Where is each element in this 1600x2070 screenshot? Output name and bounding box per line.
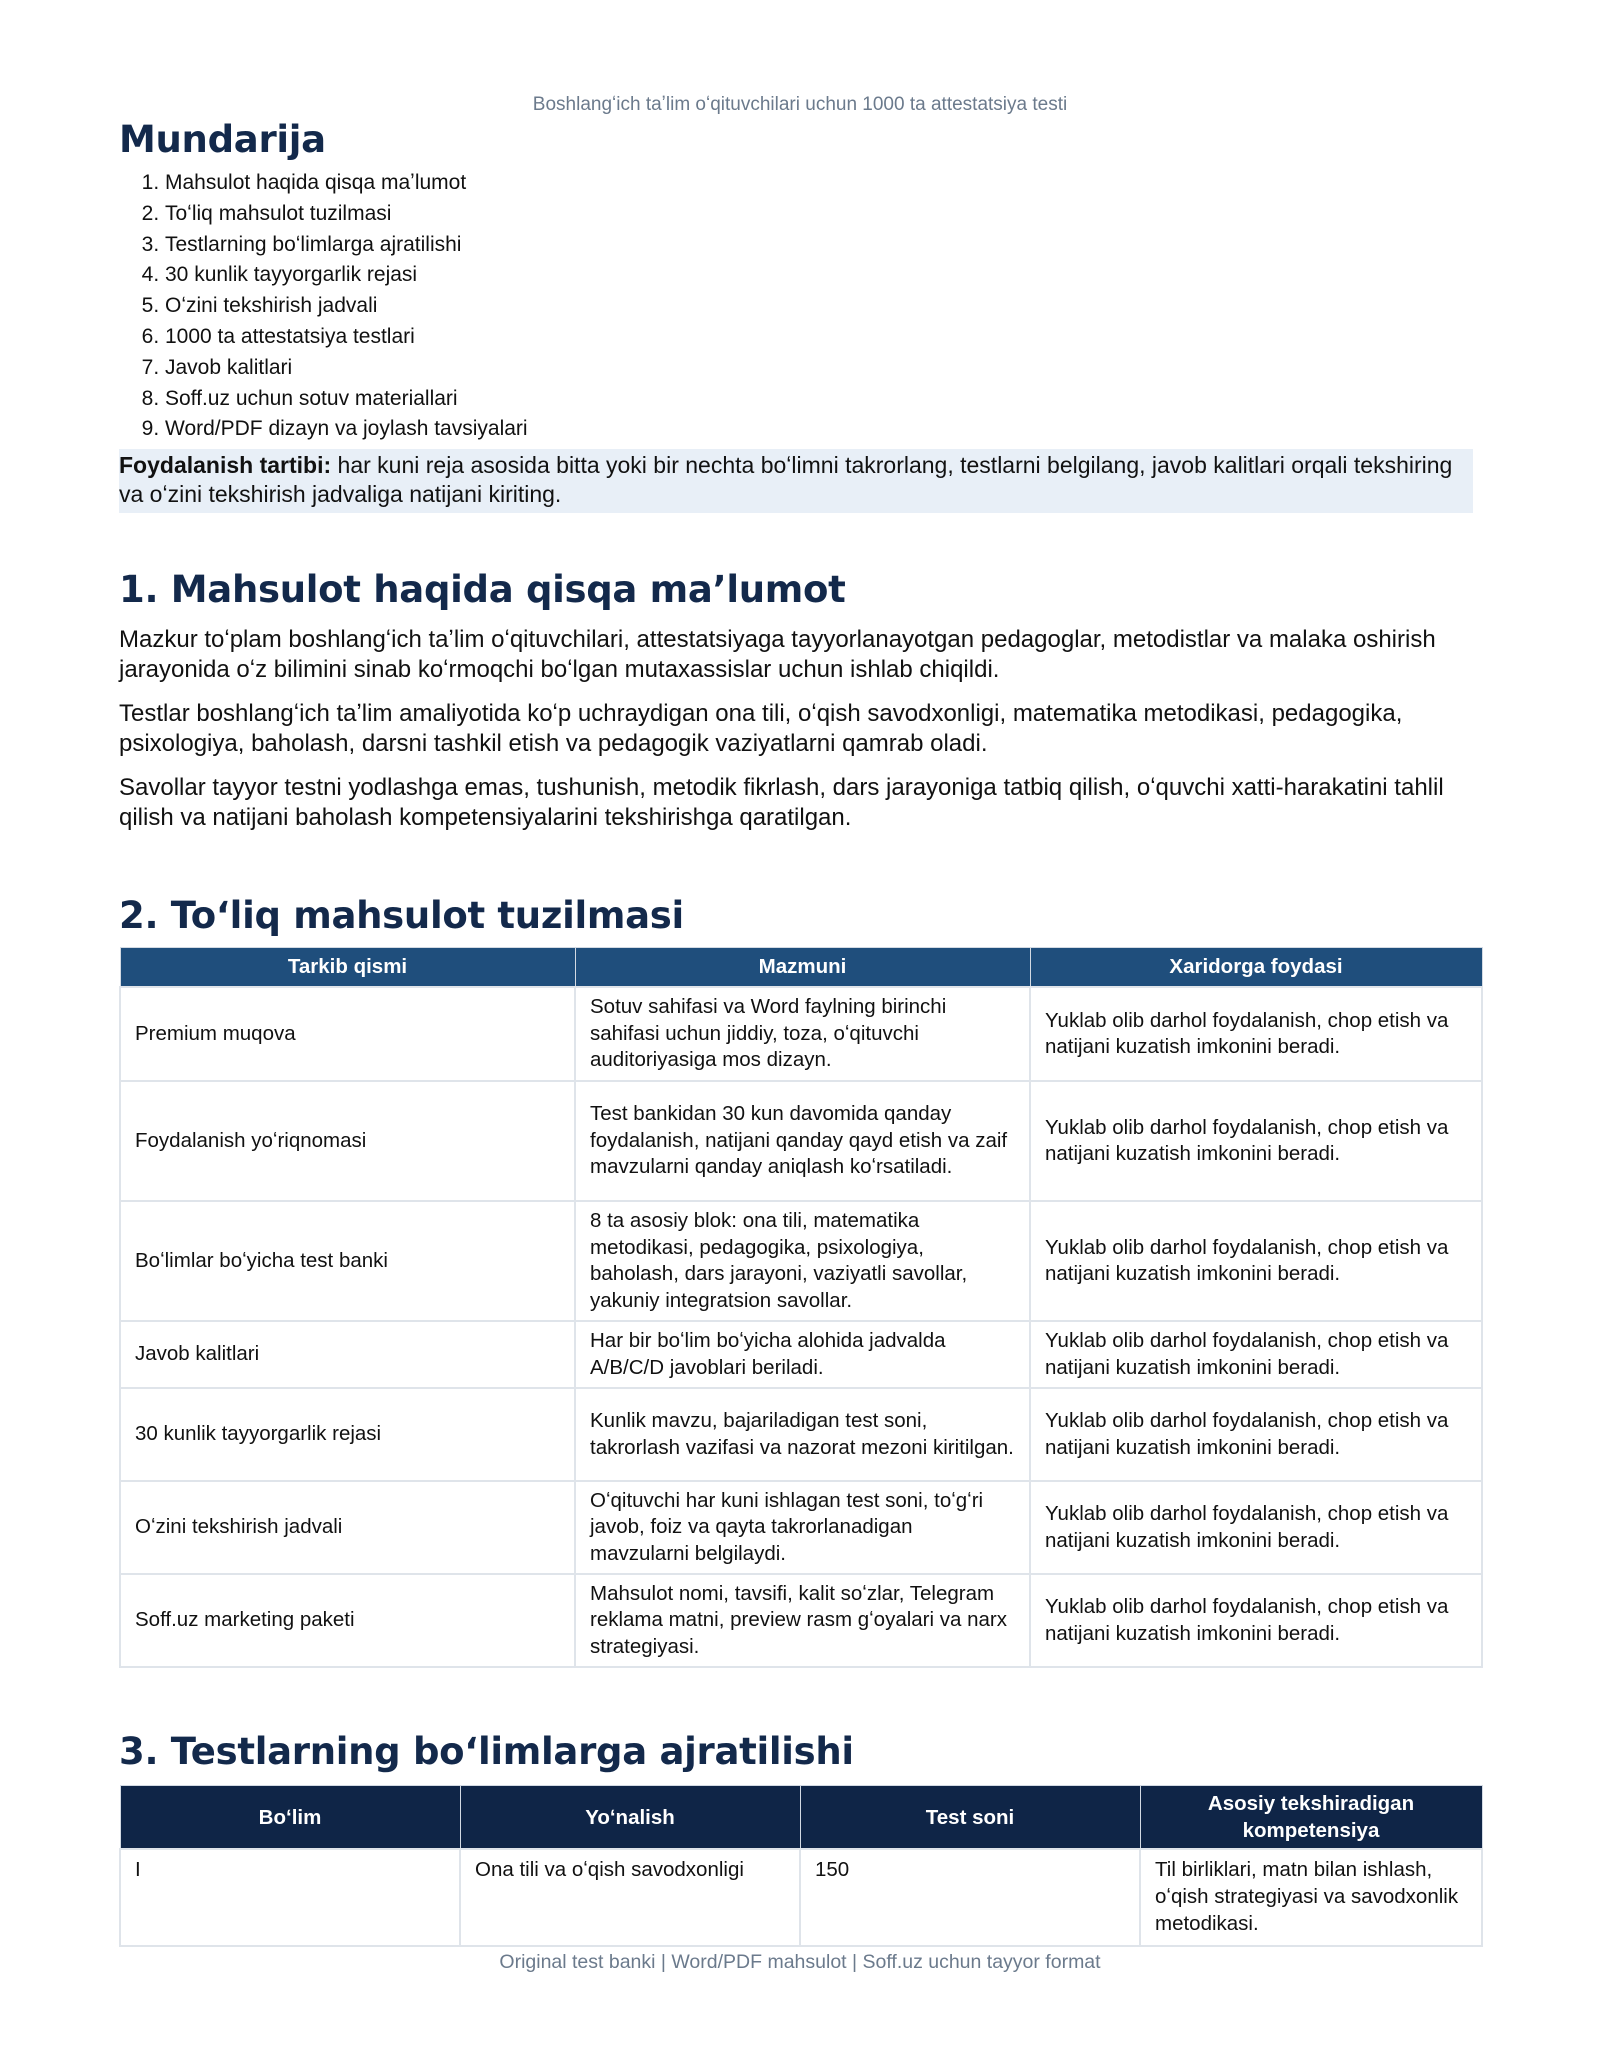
table-cell: Yuklab olib darhol foydalanish, chop etish va natijani kuzatish imkonini beradi. bbox=[1030, 1201, 1482, 1321]
table-cell: Ona tili va oʻqish savodxonligi bbox=[460, 1849, 800, 1946]
usage-note bbox=[119, 449, 1473, 513]
section-1-paragraph: Mazkur toʻplam boshlangʻich taʼlim oʻqituvchilari, attestatsiyaga tayyorlanayotgan pedagoglar, metodistlar va malaka oshirish jarayonida oʻz bilimini sinab koʻrmoqchi boʻlgan mutaxassislar uchun ishlab chiqildi. bbox=[119, 626, 1436, 683]
table-header-row bbox=[120, 1786, 1482, 1850]
table-cell: Oʻzini tekshirish jadvali bbox=[120, 1481, 575, 1574]
table-cell: Har bir boʻlim boʻyicha alohida jadvalda A/B/C/D javoblari beriladi. bbox=[575, 1321, 1030, 1388]
table-cell: Mahsulot nomi, tavsifi, kalit soʻzlar, Telegram reklama matni, preview rasm gʻoyalari va narx strategiyasi. bbox=[575, 1574, 1030, 1667]
table-cell: Til birliklari, matn bilan ishlash, oʻqish strategiyasi va savodxonlik metodikasi. bbox=[1140, 1849, 1482, 1946]
table-cell: I bbox=[120, 1849, 460, 1946]
page-header: Boshlangʻich taʼlim oʻqituvchilari uchun 1000 ta attestatsiya testi bbox=[532, 94, 1068, 115]
column-header: Asosiy tekshiradigan kompetensiya bbox=[1140, 1786, 1482, 1850]
toc-item: 5. Oʻzini tekshirish jadvali bbox=[165, 291, 528, 322]
table-cell: 30 kunlik tayyorgarlik rejasi bbox=[120, 1388, 575, 1481]
column-header: Test soni bbox=[800, 1786, 1140, 1850]
product-structure-table bbox=[119, 947, 1483, 1668]
table-cell: 150 bbox=[800, 1849, 1140, 1946]
table-row bbox=[120, 1201, 1482, 1321]
column-header: Yoʻnalish bbox=[460, 1786, 800, 1850]
table-cell: 8 ta asosiy blok: ona tili, matematika metodikasi, pedagogika, psixologiya, baholash, dars jarayoni, vaziyatli savollar, yakuniy integratsion savollar. bbox=[575, 1201, 1030, 1321]
column-header: Tarkib qismi bbox=[120, 948, 575, 988]
toc-item: 2. Toʻliq mahsulot tuzilmasi bbox=[165, 199, 528, 230]
section-1-paragraph: Savollar tayyor testni yodlashga emas, tushunish, metodik fikrlash, dars jarayoniga tatbiq qilish, oʻquvchi xatti-harakatini tahlil qilish va natijani baholash kompetensiyalarini tekshirishga qaratilgan. bbox=[119, 774, 1444, 831]
table-cell: Yuklab olib darhol foydalanish, chop etish va natijani kuzatish imkonini beradi. bbox=[1030, 1321, 1482, 1388]
toc-item: 1. Mahsulot haqida qisqa maʼlumot bbox=[165, 168, 528, 199]
table-row bbox=[120, 1321, 1482, 1388]
toc-item: 6. 1000 ta attestatsiya testlari bbox=[165, 322, 528, 353]
column-header: Mazmuni bbox=[575, 948, 1030, 988]
table-cell: Yuklab olib darhol foydalanish, chop etish va natijani kuzatish imkonini beradi. bbox=[1030, 1574, 1482, 1667]
table-cell: Javob kalitlari bbox=[120, 1321, 575, 1388]
toc-item: 8. Soff.uz uchun sotuv materiallari bbox=[165, 384, 528, 415]
sections-breakdown-table bbox=[119, 1785, 1483, 1947]
section-1-paragraph: Testlar boshlangʻich taʼlim amaliyotida koʻp uchraydigan ona tili, oʻqish savodxonligi, matematika metodikasi, pedagogika, psixologiya, baholash, darsni tashkil etish va pedagogik vaziyatlarni qamrab oladi. bbox=[119, 700, 1403, 757]
usage-text: har kuni reja asosida bitta yoki bir nechta boʻlimni takrorlang, testlarni belgilang, javob kalitlari orqali tekshiring va oʻzini tekshirish jadvaliga natijani kiriting. bbox=[119, 452, 1453, 507]
section-1-title: 1. Mahsulot haqida qisqa maʼlumot bbox=[119, 568, 846, 611]
column-header: Boʻlim bbox=[120, 1786, 460, 1850]
table-cell: Kunlik mavzu, bajariladigan test soni, takrorlash vazifasi va nazorat mezoni kiritilgan. bbox=[575, 1388, 1030, 1481]
toc-title: Mundarija bbox=[119, 118, 326, 161]
section-3-title: 3. Testlarning boʻlimlarga ajratilishi bbox=[119, 1730, 854, 1773]
table-cell: Sotuv sahifasi va Word faylning birinchi sahifasi uchun jiddiy, toza, oʻqituvchi auditoriyasiga mos dizayn. bbox=[575, 987, 1030, 1081]
toc-item: 9. Word/PDF dizayn va joylash tavsiyalari bbox=[165, 414, 528, 445]
table-row bbox=[120, 1574, 1482, 1667]
table-cell: Premium muqova bbox=[120, 987, 575, 1081]
table-cell: Yuklab olib darhol foydalanish, chop etish va natijani kuzatish imkonini beradi. bbox=[1030, 987, 1482, 1081]
toc-item: 4. 30 kunlik tayyorgarlik rejasi bbox=[165, 260, 528, 291]
section-2-title: 2. Toʻliq mahsulot tuzilmasi bbox=[119, 894, 684, 937]
table-row bbox=[120, 1481, 1482, 1574]
table-row bbox=[120, 1388, 1482, 1481]
table-header-row bbox=[120, 948, 1482, 988]
table-cell: Yuklab olib darhol foydalanish, chop etish va natijani kuzatish imkonini beradi. bbox=[1030, 1481, 1482, 1574]
table-cell: Yuklab olib darhol foydalanish, chop etish va natijani kuzatish imkonini beradi. bbox=[1030, 1081, 1482, 1201]
table-cell: Yuklab olib darhol foydalanish, chop etish va natijani kuzatish imkonini beradi. bbox=[1030, 1388, 1482, 1481]
page-footer: Original test banki | Word/PDF mahsulot | Soff.uz uchun tayyor format bbox=[499, 1951, 1101, 1973]
table-cell: Oʻqituvchi har kuni ishlagan test soni, toʻgʻri javob, foiz va qayta takrorlanadigan mavzularni belgilaydi. bbox=[575, 1481, 1030, 1574]
table-row bbox=[120, 1081, 1482, 1201]
table-cell: Foydalanish yoʻriqnomasi bbox=[120, 1081, 575, 1201]
toc-item: 3. Testlarning boʻlimlarga ajratilishi bbox=[165, 230, 528, 261]
usage-label: Foydalanish tartibi: bbox=[119, 452, 332, 478]
column-header: Xaridorga foydasi bbox=[1030, 948, 1482, 988]
table-cell: Soff.uz marketing paketi bbox=[120, 1574, 575, 1667]
table-row bbox=[120, 1849, 1482, 1946]
toc-list bbox=[119, 168, 528, 445]
table-cell: Boʻlimlar boʻyicha test banki bbox=[120, 1201, 575, 1321]
table-cell: Test bankidan 30 kun davomida qanday foydalanish, natijani qanday qayd etish va zaif mavzularni qanday aniqlash koʻrsatiladi. bbox=[575, 1081, 1030, 1201]
table-row bbox=[120, 987, 1482, 1081]
toc-item: 7. Javob kalitlari bbox=[165, 353, 528, 384]
